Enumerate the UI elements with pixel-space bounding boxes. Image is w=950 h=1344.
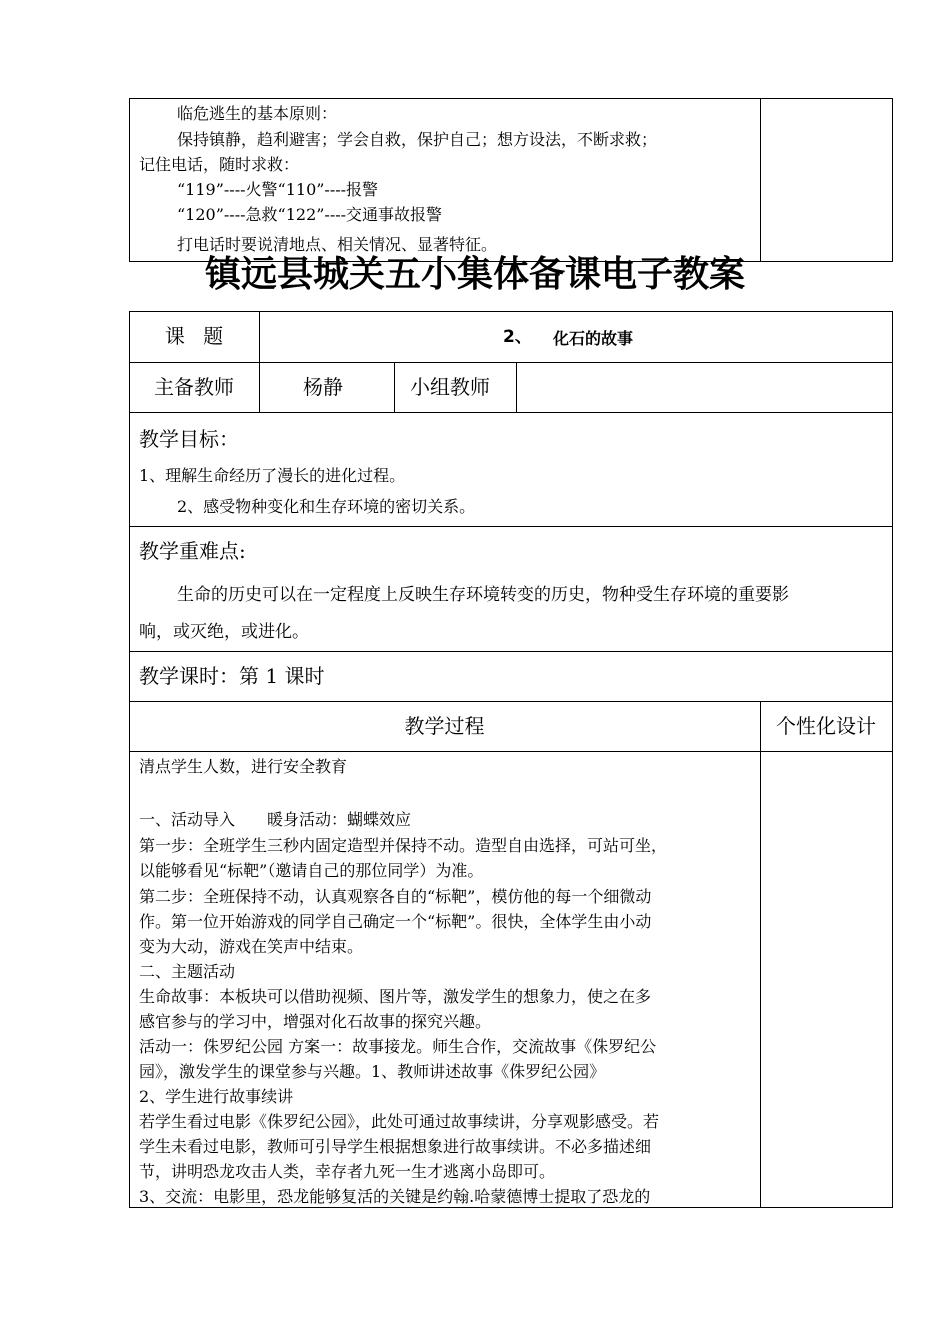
process-line: 节，讲明恐龙攻击人类，幸存者九死一生才逃离小岛即可。 <box>139 1162 556 1181</box>
process-line: 第二步：全班保持不动，认真观察各自的“标靶”，模仿他的每一个细微动 <box>139 887 652 906</box>
process-line: 学生未看过电影，教师可引导学生根据想象进行故事续讲。不必多描述细 <box>139 1137 652 1156</box>
process-line: 一、活动导入 暖身活动：蝴蝶效应 <box>139 810 412 829</box>
process-line: 园》，激发学生的课堂参与兴趣。1、教师讲述故事《侏罗纪公园》 <box>139 1062 606 1081</box>
key-points-line: 生命的历史可以在一定程度上反映生存环境转变的历史，物种受生存环境的重要影 <box>177 585 789 605</box>
escape-principles-line: 记住电话，随时求救： <box>139 155 300 174</box>
group-teacher-label: 小组教师 <box>410 375 490 399</box>
key-points-heading: 教学重难点: <box>139 539 246 563</box>
process-line: 作。第一位开始游戏的同学自己确定一个“标靶”。很快，全体学生由小动 <box>139 912 652 931</box>
topic-name: 化石的故事 <box>553 329 634 348</box>
process-heading: 教学过程 <box>404 714 485 738</box>
process-line: 3、交流：电影里，恐龙能够复活的关键是约翰.哈蒙德博士提取了恐龙的 <box>139 1187 651 1206</box>
process-line: 二、主题活动 <box>139 962 236 981</box>
lead-teacher-label: 主备教师 <box>154 375 234 399</box>
process-line: 以能够看见“标靶”（邀请自己的那位同学）为准。 <box>139 861 484 880</box>
objective-item: 2、感受物种变化和生存环境的密切关系。 <box>177 497 476 516</box>
topic-label: 课 题 <box>164 324 224 348</box>
escape-principles-heading: 临危逃生的基本原则： <box>177 104 338 123</box>
process-line: 生命故事：本板块可以借助视频、图片等，激发学生的想象力，使之在多 <box>139 987 652 1006</box>
personal-design-heading: 个性化设计 <box>776 714 876 738</box>
phone-numbers-line: “120”----急救“122”----交通事故报警 <box>177 205 443 224</box>
lead-teacher-name: 杨静 <box>303 375 343 399</box>
objectives-heading: 教学目标： <box>139 427 239 451</box>
topic-number: 2、 <box>503 327 532 347</box>
process-line: 清点学生人数，进行安全教育 <box>139 757 348 776</box>
process-line: 2、学生进行故事续讲 <box>139 1087 294 1106</box>
process-line: 感官参与的学习中，增强对化石故事的探究兴趣。 <box>139 1012 492 1031</box>
process-line: 变为大动，游戏在笑声中结束。 <box>139 937 364 956</box>
key-points-line: 响，或灭绝，或进化。 <box>139 622 309 642</box>
objective-item: 1、理解生命经历了漫长的进化过程。 <box>139 466 406 485</box>
phone-call-tip: 打电话时要说清地点、相关情况、显著特征。 <box>177 235 498 254</box>
escape-principles-line: 保持镇静，趋利避害；学会自救，保护自己；想方设法，不断求救； <box>177 130 658 149</box>
process-line: 若学生看过电影《侏罗纪公园》，此处可通过故事续讲，分享观影感受。若 <box>139 1112 660 1131</box>
phone-numbers-line: “119”----火警“110”----报警 <box>177 180 379 199</box>
lesson-hours: 教学课时：第 1 课时 <box>139 664 325 688</box>
process-line: 第一步：全班学生三秒内固定造型并保持不动。造型自由选择，可站可坐， <box>139 836 668 855</box>
process-line: 活动一：侏罗纪公园 方案一：故事接龙。师生合作，交流故事《侏罗纪公 <box>139 1037 657 1056</box>
page-title: 镇远县城关五小集体备课电子教案 <box>204 254 745 295</box>
